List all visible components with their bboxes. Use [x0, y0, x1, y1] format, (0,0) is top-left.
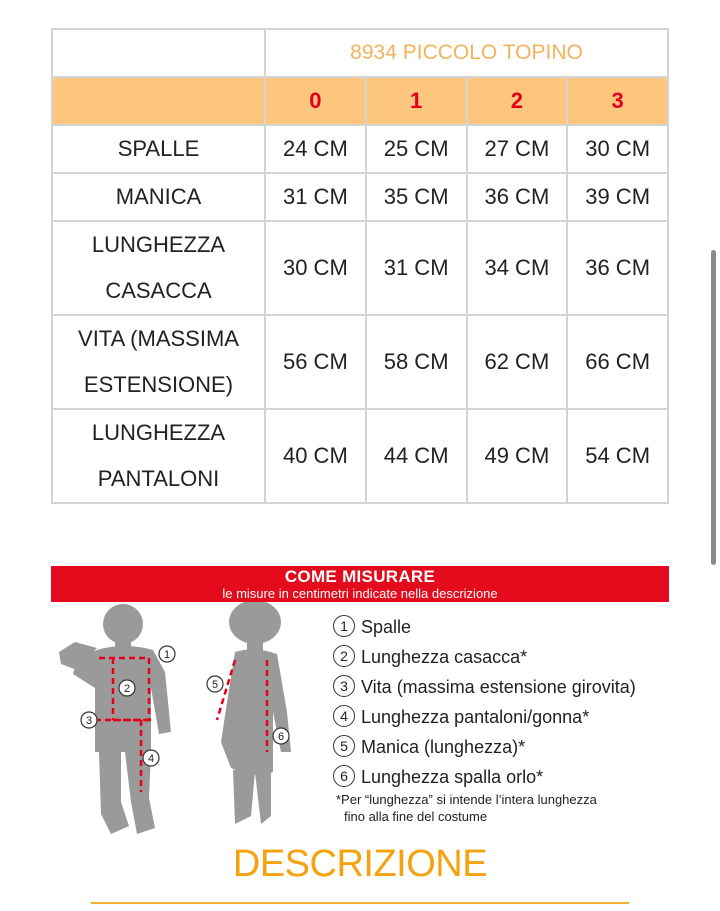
description-heading: DESCRIZIONE	[232, 843, 488, 885]
size-header-3: 3	[567, 77, 668, 125]
scrollbar[interactable]	[711, 250, 716, 565]
description-divider	[91, 902, 629, 904]
figure-marker-4	[143, 750, 159, 766]
legend-text: Lunghezza pantaloni/gonna*	[361, 707, 590, 727]
size-header-row	[52, 77, 668, 125]
legend-text: Vita (massima estensione girovita)	[361, 677, 636, 697]
figure-marker-label: 6	[277, 731, 285, 743]
row-label-line: LUNGHEZZA	[91, 420, 226, 445]
table-cell: 24 CM	[265, 125, 366, 173]
circled-number-icon: 4	[333, 705, 355, 727]
table-cell: 44 CM	[366, 409, 467, 503]
measurement-figures-illustration	[55, 602, 315, 842]
table-cell: 62 CM	[467, 315, 568, 409]
legend-text: Lunghezza spalla orlo*	[361, 767, 544, 787]
table-cell: 36 CM	[567, 221, 668, 315]
table-cell: 30 CM	[567, 125, 668, 173]
table-cell: 30 CM	[265, 221, 366, 315]
table-row	[52, 221, 668, 315]
table-cell: 27 CM	[467, 125, 568, 173]
table-cell: 36 CM	[467, 173, 568, 221]
row-label	[52, 173, 265, 221]
table-cell: 39 CM	[567, 173, 668, 221]
legend-text: Lunghezza casacca*	[361, 647, 528, 667]
table-cell: 54 CM	[567, 409, 668, 503]
table-cell: 31 CM	[265, 173, 366, 221]
note-line-1: *Per “lunghezza” si intende l’intera lunghezza	[336, 792, 597, 807]
figure-marker-label: 5	[211, 679, 219, 691]
note-line-2: fino alla fine del costume	[344, 809, 488, 824]
row-label	[52, 315, 265, 409]
figure-marker-2	[119, 680, 135, 696]
row-label-line: LUNGHEZZA	[91, 232, 226, 257]
size-header-corner	[52, 77, 265, 125]
table-cell: 31 CM	[366, 221, 467, 315]
table-cell: 40 CM	[265, 409, 366, 503]
size-header-1: 1	[366, 77, 467, 125]
table-title-row	[52, 29, 668, 77]
row-label-line: CASACCA	[105, 278, 212, 303]
legend-item	[333, 672, 636, 702]
circled-number-icon: 1	[333, 615, 355, 637]
size-header-2: 2	[467, 77, 568, 125]
table-cell: 34 CM	[467, 221, 568, 315]
figure-marker-label: 4	[147, 753, 155, 765]
circled-number-icon: 3	[333, 675, 355, 697]
row-label-line: VITA (MASSIMA	[78, 326, 239, 351]
row-label-line: SPALLE	[117, 136, 200, 161]
child-side-figure	[221, 602, 291, 824]
figure-marker-1	[159, 646, 175, 662]
row-label-line: ESTENSIONE)	[83, 372, 234, 397]
figure-marker-label: 1	[163, 649, 171, 661]
size-header-0: 0	[265, 77, 366, 125]
legend-item	[333, 732, 636, 762]
table-cell: 66 CM	[567, 315, 668, 409]
table-cell: 49 CM	[467, 409, 568, 503]
table-cell: 58 CM	[366, 315, 467, 409]
size-chart-table	[51, 28, 669, 504]
table-cell: 56 CM	[265, 315, 366, 409]
table-corner-cell	[52, 29, 265, 77]
banner-title: COME MISURARE	[284, 567, 436, 586]
table-cell: 35 CM	[366, 173, 467, 221]
length-note	[336, 791, 676, 825]
circled-number-icon: 5	[333, 735, 355, 757]
row-label	[52, 125, 265, 173]
row-label-line: PANTALONI	[97, 466, 220, 491]
table-cell: 25 CM	[366, 125, 467, 173]
figure-marker-5	[207, 676, 223, 692]
figure-marker-label: 3	[85, 715, 93, 727]
figure-marker-6	[273, 728, 289, 744]
table-row	[52, 315, 668, 409]
row-label-line: MANICA	[115, 184, 202, 209]
legend-text: Manica (lunghezza)*	[361, 737, 526, 757]
circled-number-icon: 2	[333, 645, 355, 667]
legend-text: Spalle	[361, 617, 412, 637]
row-label	[52, 409, 265, 503]
how-to-measure-banner	[51, 566, 669, 602]
legend-item	[333, 762, 636, 792]
legend-item	[333, 702, 636, 732]
table-row	[52, 409, 668, 503]
table-row	[52, 125, 668, 173]
product-name: 8934 PICCOLO TOPINO	[265, 29, 668, 77]
banner-subtitle: le misure in centimetri indicate nella descrizione	[222, 586, 498, 601]
figure-marker-label: 2	[123, 683, 131, 695]
legend-item	[333, 612, 636, 642]
measure-legend	[333, 612, 636, 792]
circled-number-icon: 6	[333, 765, 355, 787]
legend-item	[333, 642, 636, 672]
table-row	[52, 173, 668, 221]
row-label	[52, 221, 265, 315]
figure-marker-3	[81, 712, 97, 728]
